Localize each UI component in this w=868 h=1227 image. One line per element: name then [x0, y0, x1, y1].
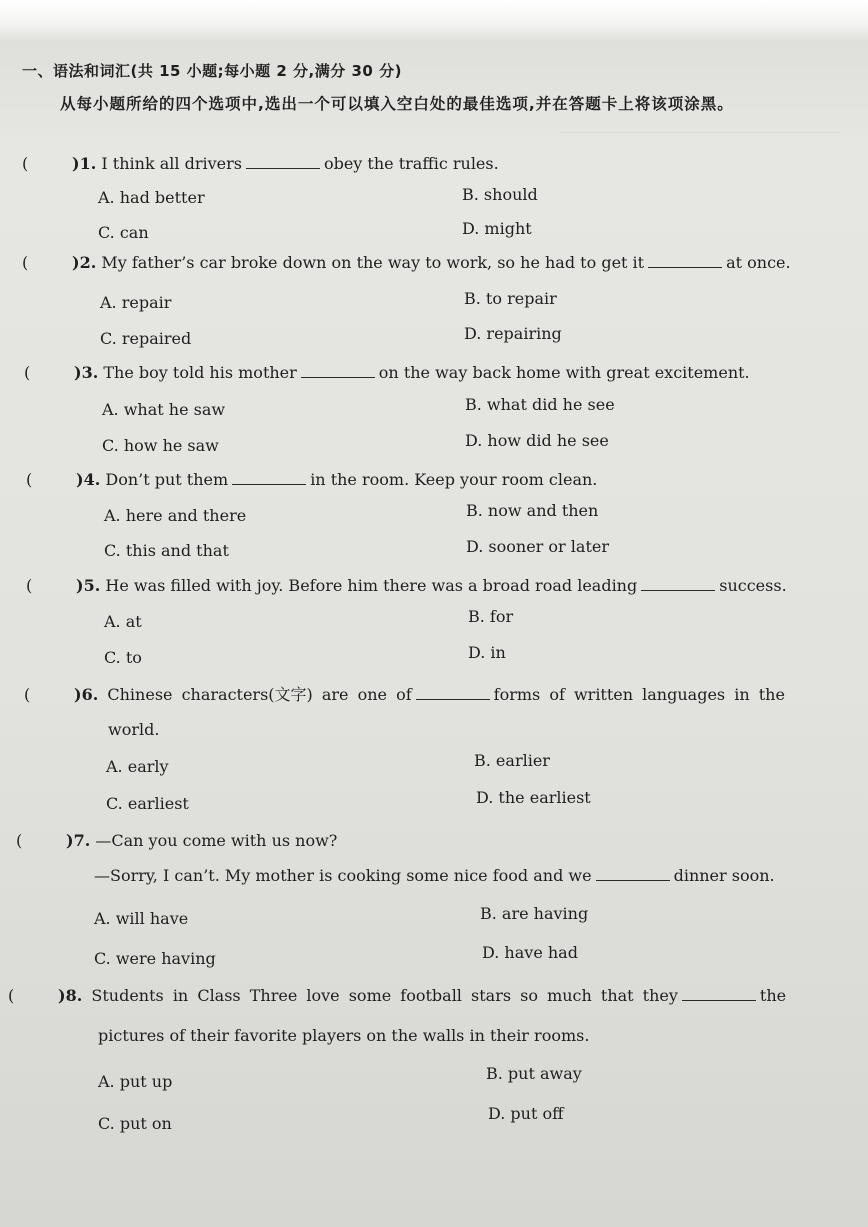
question-number: )8.	[58, 986, 83, 1005]
question-6	[24, 682, 785, 705]
option-c: C. put on	[98, 1114, 172, 1133]
option-a: A. repair	[100, 293, 172, 312]
section-instructions: 从每小题所给的四个选项中,选出一个可以填入空白处的最佳选项,并在答题卡上将该项涂黑。	[60, 95, 734, 113]
option-a: A. early	[106, 757, 169, 776]
option-b: B. are having	[480, 904, 589, 923]
option-b: B. for	[468, 607, 514, 626]
option-c: C. can	[98, 223, 149, 242]
question-2	[22, 253, 791, 272]
option-a: A. at	[104, 612, 142, 631]
answer-paren[interactable]: (	[26, 470, 33, 489]
question-stem: My father’s car broke down on the way to work, so he had to get it	[101, 253, 645, 272]
question-stem-end: obey the traffic rules.	[323, 154, 499, 173]
question-stem: Chinese characters(文字) are one of	[107, 685, 412, 704]
option-c: C. how he saw	[102, 436, 219, 455]
answer-paren[interactable]: (	[8, 986, 15, 1005]
option-d: D. have had	[482, 943, 578, 962]
option-d: D. might	[462, 219, 532, 238]
question-number: )4.	[76, 470, 101, 489]
option-b: B. to repair	[464, 289, 557, 308]
option-d: D. sooner or later	[466, 537, 609, 556]
answer-paren[interactable]: (	[24, 363, 31, 382]
question-7-reply	[94, 866, 775, 885]
answer-blank	[301, 363, 375, 378]
option-c: C. repaired	[100, 329, 192, 348]
option-a: A. will have	[94, 909, 189, 928]
question-8-continuation: pictures of their favorite players on the walls in their rooms.	[98, 1026, 590, 1045]
option-b: B. put away	[486, 1064, 582, 1083]
option-c: C. earliest	[106, 794, 189, 813]
question-stem-end: at once.	[726, 253, 791, 272]
question-stem-end: the	[759, 986, 787, 1005]
answer-blank	[246, 154, 320, 169]
question-stem: —Can you come with us now?	[95, 831, 338, 850]
question-stem-end: on the way back home with great excitement.	[378, 363, 750, 382]
answer-blank	[416, 685, 490, 700]
option-b: B. earlier	[474, 751, 550, 770]
question-stem: Students in Class Three love some football stars so much that they	[91, 986, 678, 1005]
section-title: 一、语法和词汇(共 15 小题;每小题 2 分,满分 30 分)	[22, 62, 402, 80]
question-stem-end: success.	[719, 576, 787, 595]
option-c: C. to	[104, 648, 142, 667]
question-7	[16, 831, 337, 850]
question-stem-end: in the room. Keep your room clean.	[310, 470, 598, 489]
answer-paren[interactable]: (	[22, 154, 29, 173]
question-number: )5.	[76, 576, 101, 595]
option-c: C. this and that	[104, 541, 229, 560]
question-number: )1.	[72, 154, 97, 173]
answer-blank	[596, 866, 670, 881]
option-a: A. had better	[98, 188, 205, 207]
answer-paren[interactable]: (	[22, 253, 29, 272]
question-stem-end: dinner soon.	[673, 866, 775, 885]
option-b: B. now and then	[466, 501, 599, 520]
answer-paren[interactable]: (	[24, 685, 31, 704]
option-d: D. in	[468, 643, 506, 662]
question-stem: Don’t put them	[105, 470, 229, 489]
option-c: C. were having	[94, 949, 216, 968]
answer-blank	[641, 576, 715, 591]
bleed-through	[560, 122, 840, 133]
option-d: D. the earliest	[476, 788, 591, 807]
option-d: D. how did he see	[465, 431, 609, 450]
option-d: D. put off	[488, 1104, 564, 1123]
option-a: A. what he saw	[102, 400, 226, 419]
answer-blank	[682, 986, 756, 1001]
question-stem-end: forms of written languages in the	[493, 685, 785, 704]
option-a: A. put up	[98, 1072, 173, 1091]
question-number: )7.	[66, 831, 91, 850]
question-6-continuation: world.	[108, 720, 160, 739]
answer-paren[interactable]: (	[16, 831, 23, 850]
question-4	[26, 470, 597, 489]
page-top-edge	[0, 0, 868, 42]
answer-paren[interactable]: (	[26, 576, 33, 595]
option-d: D. repairing	[464, 324, 562, 343]
question-stem: —Sorry, I can’t. My mother is cooking some nice food and we	[94, 866, 592, 885]
question-5	[26, 576, 787, 595]
question-number: )6.	[74, 685, 99, 704]
question-stem: The boy told his mother	[103, 363, 297, 382]
option-b: B. should	[462, 185, 538, 204]
option-b: B. what did he see	[465, 395, 615, 414]
question-stem: I think all drivers	[101, 154, 242, 173]
answer-blank	[232, 470, 306, 485]
question-number: )2.	[72, 253, 97, 272]
question-1	[22, 154, 499, 173]
answer-blank	[648, 253, 722, 268]
question-8	[8, 986, 786, 1005]
question-number: )3.	[74, 363, 99, 382]
question-3	[24, 363, 750, 382]
option-a: A. here and there	[104, 506, 247, 525]
question-stem: He was filled with joy. Before him there was a broad road leading	[105, 576, 638, 595]
